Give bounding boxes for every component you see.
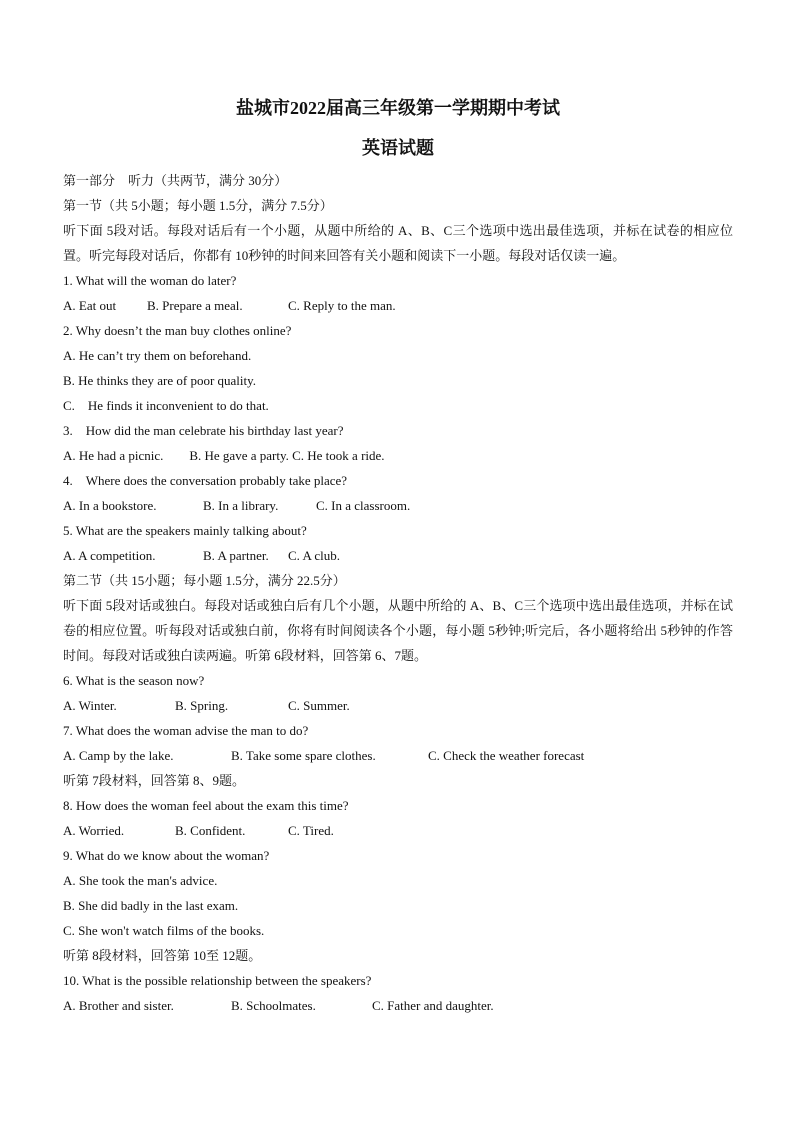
question-3-options: A. He had a picnic. B. He gave a party. C. He took a ride. xyxy=(63,448,385,463)
question-7-stem: 7. What does the woman advise the man to do? xyxy=(63,723,309,738)
question-5-stem: 5. What are the speakers mainly talking about? xyxy=(63,523,307,538)
question-2-option-b: B. He thinks they are of poor quality. xyxy=(63,373,257,388)
question-10-option-b: B. Schoolmates. xyxy=(231,998,316,1013)
section2-instructions: 听下面 5段对话或独白。每段对话或独白后有几个小题，从题中所给的 A、B、C三个选项中选出最佳选项，并标在试卷的相应位置。听每段对话或独白前，你将有时间阅读各个小题，每小题 5秒钟;听完后，各小题将给出 5秒钟的作答时间。每段对话或独白读两遍。听第 6段材料，回答第 6、7题。 xyxy=(63,598,733,663)
question-6-options xyxy=(63,693,733,718)
question-2-option-a: A. He can’t try them on beforehand. xyxy=(63,348,252,363)
question-9-stem: 9. What do we know about the woman? xyxy=(63,848,270,863)
question-8-option-c: C. Tired. xyxy=(288,823,334,838)
page-title: 盐城市2022届高三年级第一学期期中考试 xyxy=(236,98,560,118)
part1-heading: 第一部分 听力（共两节，满分 30分） xyxy=(63,173,288,188)
question-1-stem: 1. What will the woman do later? xyxy=(63,273,237,288)
question-4-options xyxy=(63,493,733,518)
question-6-option-b: B. Spring. xyxy=(175,698,229,713)
question-2-option-c: C. He finds it inconvenient to do that. xyxy=(63,398,269,413)
question-8-options xyxy=(63,818,733,843)
question-1-option-b: B. Prepare a meal. xyxy=(147,298,243,313)
question-7-option-c: C. Check the weather forecast xyxy=(428,748,585,763)
section1-heading: 第一节（共 5小题；每小题 1.5分，满分 7.5分） xyxy=(63,198,333,213)
question-10-stem: 10. What is the possible relationship between the speakers? xyxy=(63,973,372,988)
question-7-option-a: A. Camp by the lake. xyxy=(63,748,174,763)
question-7-option-b: B. Take some spare clothes. xyxy=(231,748,376,763)
question-9-option-c: C. She won't watch films of the books. xyxy=(63,923,265,938)
question-9-option-b: B. She did badly in the last exam. xyxy=(63,898,239,913)
question-10-option-c: C. Father and daughter. xyxy=(372,998,494,1013)
question-6-option-c: C. Summer. xyxy=(288,698,350,713)
question-4-option-a: A. In a bookstore. xyxy=(63,498,157,513)
question-10-option-a: A. Brother and sister. xyxy=(63,998,174,1013)
question-5-option-c: C. A club. xyxy=(288,548,341,563)
question-1-option-a: A. Eat out xyxy=(63,298,117,313)
question-4-stem: 4. Where does the conversation probably take place? xyxy=(63,473,348,488)
question-8-stem: 8. How does the woman feel about the exam this time? xyxy=(63,798,349,813)
question-4-option-c: C. In a classroom. xyxy=(316,498,411,513)
question-9-option-a: A. She took the man's advice. xyxy=(63,873,218,888)
material-7-instruction: 听第 7段材料，回答第 8、9题。 xyxy=(63,773,246,788)
question-6-stem: 6. What is the season now? xyxy=(63,673,205,688)
question-3-stem: 3. How did the man celebrate his birthday last year? xyxy=(63,423,344,438)
question-6-option-a: A. Winter. xyxy=(63,698,117,713)
question-8-option-a: A. Worried. xyxy=(63,823,125,838)
question-4-option-b: B. In a library. xyxy=(203,498,279,513)
question-5-option-a: A. A competition. xyxy=(63,548,156,563)
question-2-stem: 2. Why doesn’t the man buy clothes online? xyxy=(63,323,292,338)
question-1-options xyxy=(63,293,733,318)
page-subtitle: 英语试题 xyxy=(362,138,434,158)
question-5-option-b: B. A partner. xyxy=(203,548,269,563)
material-8-instruction: 听第 8段材料，回答第 10至 12题。 xyxy=(63,948,262,963)
question-5-options xyxy=(63,543,733,568)
exam-page xyxy=(63,95,733,1018)
section2-heading: 第二节（共 15小题；每小题 1.5分，满分 22.5分） xyxy=(63,573,346,588)
question-8-option-b: B. Confident. xyxy=(175,823,246,838)
question-7-options xyxy=(63,743,733,768)
section1-instructions: 听下面 5段对话。每段对话后有一个小题，从题中所给的 A、B、C三个选项中选出最佳选项，并标在试卷的相应位置。听完每段对话后，你都有 10秒钟的时间来回答有关小题和阅读下一小题。每段对话仅读一遍。 xyxy=(63,223,733,263)
question-1-option-c: C. Reply to the man. xyxy=(288,298,396,313)
question-10-options xyxy=(63,993,733,1018)
